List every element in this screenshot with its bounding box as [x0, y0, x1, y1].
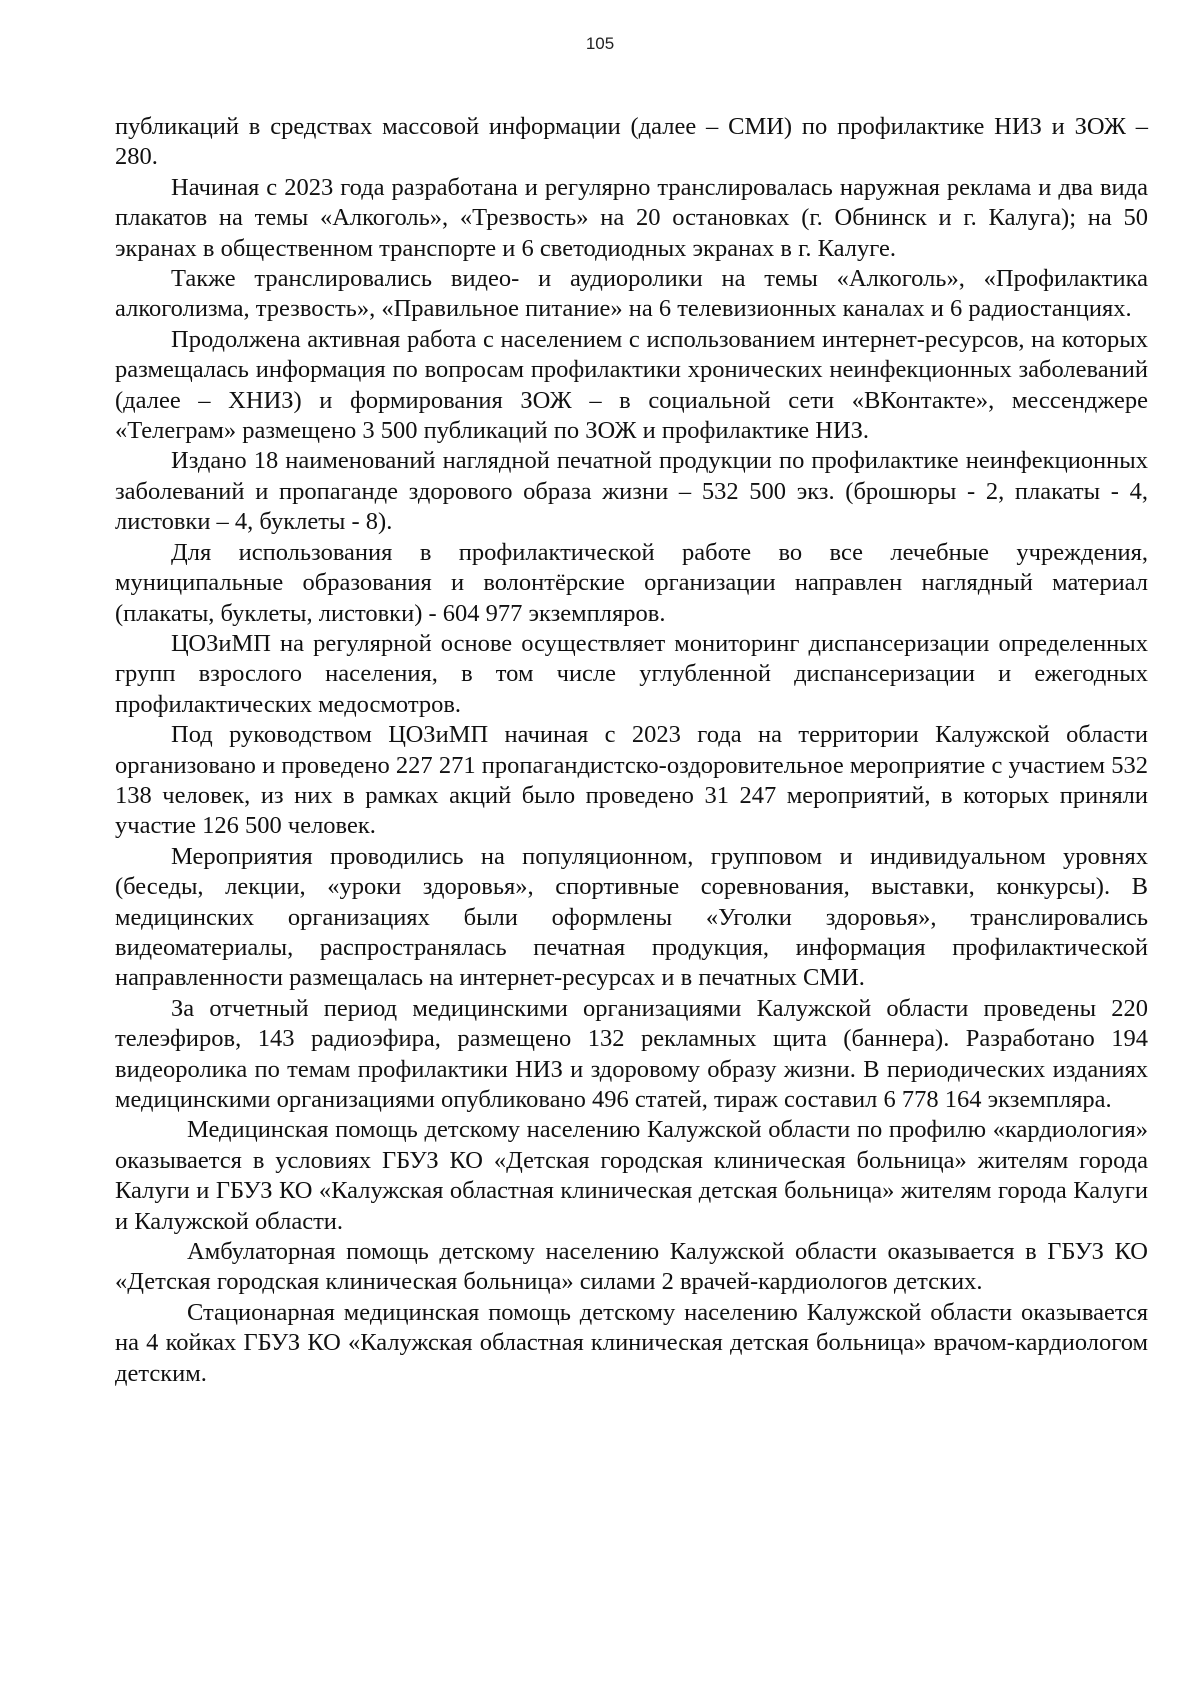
paragraph-visual-material: Для использования в профилактической работе во все лечебные учреждения, муниципальные образования и волонтёрские организации направлен наглядный материал (плакаты, буклеты, листовки) - 604 977 экземпляров. [115, 538, 1148, 627]
paragraph-internet-resources: Продолжена активная работа с населением с использованием интернет-ресурсов, на которых размещалась информация по вопросам профилактики хронических неинфекционных заболеваний (далее – ХНИЗ) и формирования ЗОЖ – в социальной сети «ВКонтакте», мессенджере «Телеграм» размещено 3 500 публикаций по ЗОЖ и профилактике НИЗ. [115, 325, 1148, 445]
paragraph-monitoring: ЦОЗиМП на регулярной основе осуществляет мониторинг диспансеризации определенных групп взрослого населения, в том числе углубленной диспансеризации и ежегодных профилактических медосмотров. [115, 629, 1148, 718]
paragraph-inpatient-care: Стационарная медицинская помощь детскому населению Калужской области оказывается на 4 койках ГБУЗ КО «Калужская областная клиническая детская больница» врачом-кардиологом детским. [115, 1298, 1148, 1387]
paragraph-events-organized: Под руководством ЦОЗиМП начиная с 2023 года на территории Калужской области организовано и проведено 227 271 пропагандистско-оздоровительное мероприятие с участием 532 138 человек, из них в рамках акций было проведено 31 247 мероприятий, в которых приняли участие 126 500 человек. [115, 721, 1148, 840]
paragraph-video-audio-spots: Также транслировались видео- и аудиоролики на темы «Алкоголь», «Профилактика алкоголизма, трезвость», «Правильное питание» на 6 телевизионных каналах и 6 радиостанциях. [115, 265, 1148, 323]
paragraph-outpatient-care: Амбулаторная помощь детскому населению Калужской области оказывается в ГБУЗ КО «Детская городская клиническая больница» силами 2 врачей-кардиологов детских. [115, 1238, 1148, 1296]
paragraph-outdoor-advertising: Начиная с 2023 года разработана и регулярно транслировалась наружная реклама и два вида плакатов на темы «Алкоголь», «Трезвость» на 20 остановках (г. Обнинск и г. Калуга); на 50 экранах в общественном транспорте и 6 светодиодных экранах в г. Калуге. [115, 173, 1148, 262]
page-number: 105 [585, 34, 615, 53]
paragraph-cardiology-care: Медицинская помощь детскому населению Калужской области по профилю «кардиология» оказывается в условиях ГБУЗ КО «Детская городская клиническая больница» жителям города Калуги и ГБУЗ КО «Калужская областная клиническая детская больница» жителям города Калуги и Калужской области. [115, 1116, 1148, 1235]
paragraph-event-levels: Мероприятия проводились на популяционном, групповом и индивидуальном уровнях (беседы, лекции, «уроки здоровья», спортивные соревнования, выставки, конкурсы). В медицинских организациях были оформлены «Уголки здоровья», транслировались видеоматериалы, распространялась печатная продукция, информация профилактической направленности размещалась на интернет-ресурсах и в печатных СМИ. [115, 842, 1148, 992]
paragraph-reporting-period: За отчетный период медицинскими организациями Калужской области проведены 220 телеэфиров, 143 радиоэфира, размещено 132 рекламных щита (баннера). Разработано 194 видеоролика по темам профилактики НИЗ и здоровому образу жизни. В периодических изданиях медицинскими организациями опубликовано 496 статей, тираж составил 6 778 164 экземпляра. [115, 994, 1148, 1113]
document-body [115, 112, 1148, 1389]
paragraph-printed-products: Издано 18 наименований наглядной печатной продукции по профилактике неинфекционных заболеваний и пропаганде здорового образа жизни – 532 500 экз. (брошюры - 2, плакаты - 4, листовки – 4, буклеты - 8). [115, 447, 1148, 536]
paragraph-smi-publications: публикаций в средствах массовой информации (далее – СМИ) по профилактике НИЗ и ЗОЖ – 280. [115, 113, 1148, 171]
